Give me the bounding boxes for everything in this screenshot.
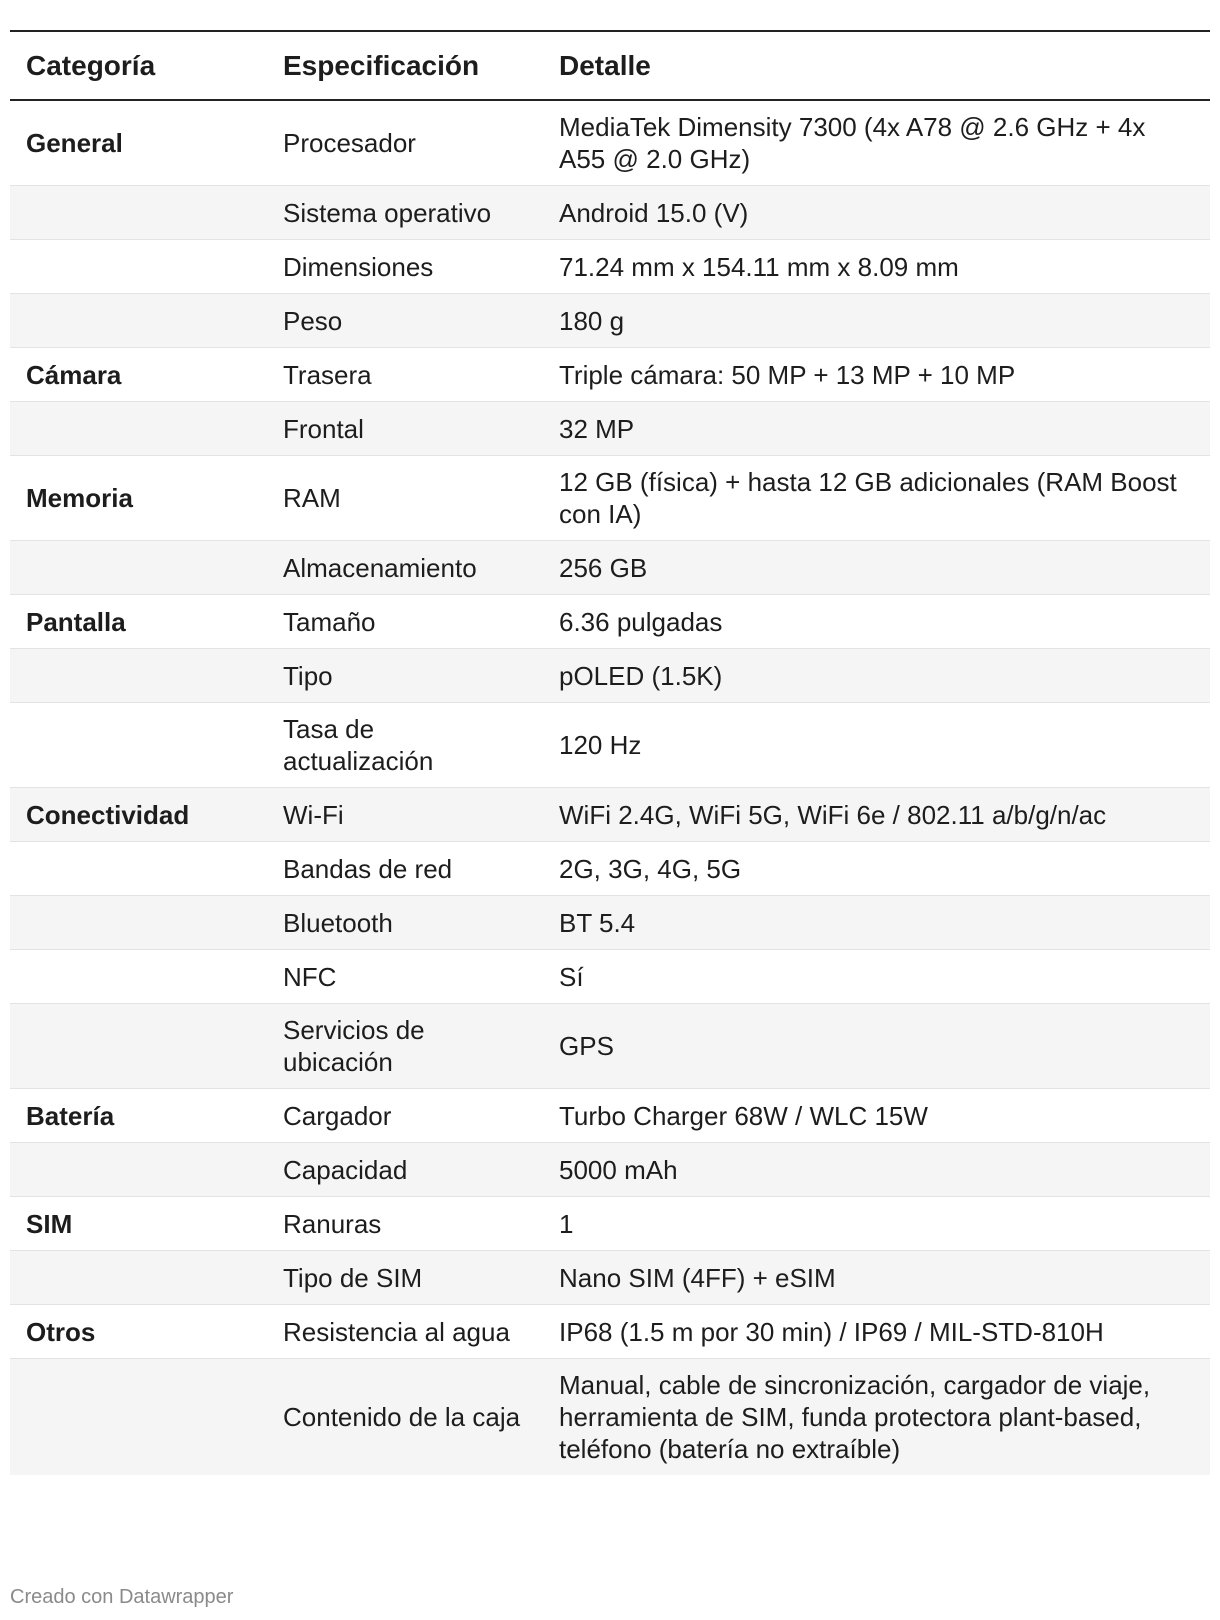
cell-especificacion: Resistencia al agua <box>267 1305 543 1359</box>
cell-categoria: Cámara <box>10 348 267 402</box>
table-row <box>10 1197 1210 1251</box>
table-header <box>10 31 1210 100</box>
cell-especificacion: Wi-Fi <box>267 788 543 842</box>
cell-especificacion: Almacenamiento <box>267 541 543 595</box>
table-row <box>10 294 1210 348</box>
table-row <box>10 1359 1210 1476</box>
cell-categoria <box>10 541 267 595</box>
cell-detalle: 120 Hz <box>543 703 1210 788</box>
cell-especificacion: Capacidad <box>267 1143 543 1197</box>
table-row <box>10 842 1210 896</box>
cell-especificacion: Trasera <box>267 348 543 402</box>
cell-detalle: GPS <box>543 1004 1210 1089</box>
cell-categoria <box>10 1143 267 1197</box>
table-row <box>10 649 1210 703</box>
cell-detalle: Sí <box>543 950 1210 1004</box>
table-row <box>10 595 1210 649</box>
table-row <box>10 1143 1210 1197</box>
cell-especificacion: Tipo de SIM <box>267 1251 543 1305</box>
cell-detalle: 71.24 mm x 154.11 mm x 8.09 mm <box>543 240 1210 294</box>
cell-categoria: General <box>10 100 267 186</box>
table-row <box>10 896 1210 950</box>
table-row <box>10 1251 1210 1305</box>
table-row <box>10 1089 1210 1143</box>
cell-especificacion: Cargador <box>267 1089 543 1143</box>
table-row <box>10 402 1210 456</box>
cell-categoria <box>10 842 267 896</box>
cell-categoria: Otros <box>10 1305 267 1359</box>
table-row <box>10 100 1210 186</box>
table-row <box>10 186 1210 240</box>
cell-especificacion: Ranuras <box>267 1197 543 1251</box>
table-row <box>10 240 1210 294</box>
cell-categoria <box>10 186 267 240</box>
cell-categoria <box>10 649 267 703</box>
cell-especificacion: Bandas de red <box>267 842 543 896</box>
cell-categoria: Conectividad <box>10 788 267 842</box>
cell-detalle: IP68 (1.5 m por 30 min) / IP69 / MIL-STD-810H <box>543 1305 1210 1359</box>
datawrapper-credit: Creado con Datawrapper <box>10 1586 234 1608</box>
cell-detalle: 2G, 3G, 4G, 5G <box>543 842 1210 896</box>
cell-detalle: 180 g <box>543 294 1210 348</box>
cell-categoria <box>10 1004 267 1089</box>
cell-especificacion: Servicios de ubicación <box>267 1004 543 1089</box>
table-row <box>10 541 1210 595</box>
cell-especificacion: Procesador <box>267 100 543 186</box>
header-detalle: Detalle <box>559 49 651 81</box>
cell-detalle: pOLED (1.5K) <box>543 649 1210 703</box>
cell-detalle: BT 5.4 <box>543 896 1210 950</box>
cell-especificacion: Contenido de la caja <box>267 1359 543 1476</box>
cell-categoria: Pantalla <box>10 595 267 649</box>
cell-especificacion: Frontal <box>267 402 543 456</box>
cell-detalle: 5000 mAh <box>543 1143 1210 1197</box>
table-row <box>10 950 1210 1004</box>
cell-categoria <box>10 1251 267 1305</box>
cell-detalle: 1 <box>543 1197 1210 1251</box>
cell-categoria: Memoria <box>10 456 267 541</box>
table-row <box>10 1305 1210 1359</box>
cell-categoria <box>10 240 267 294</box>
header-especificacion: Especificación <box>283 49 480 81</box>
cell-detalle: Manual, cable de sincronización, cargador de viaje, herramienta de SIM, funda protectora plant-based, teléfono (batería no extraíble) <box>543 1359 1210 1476</box>
cell-detalle: 32 MP <box>543 402 1210 456</box>
table-row <box>10 348 1210 402</box>
cell-detalle: 256 GB <box>543 541 1210 595</box>
cell-especificacion: Tasa de actualización <box>267 703 543 788</box>
cell-categoria: SIM <box>10 1197 267 1251</box>
cell-detalle: MediaTek Dimensity 7300 (4x A78 @ 2.6 GHz + 4x A55 @ 2.0 GHz) <box>543 100 1210 186</box>
cell-detalle: Triple cámara: 50 MP + 13 MP + 10 MP <box>543 348 1210 402</box>
cell-detalle: WiFi 2.4G, WiFi 5G, WiFi 6e / 802.11 a/b/g/n/ac <box>543 788 1210 842</box>
cell-especificacion: Peso <box>267 294 543 348</box>
spec-table <box>10 30 1210 1475</box>
cell-especificacion: Dimensiones <box>267 240 543 294</box>
cell-categoria: Batería <box>10 1089 267 1143</box>
cell-detalle: 6.36 pulgadas <box>543 595 1210 649</box>
cell-categoria <box>10 294 267 348</box>
cell-categoria <box>10 703 267 788</box>
header-categoria: Categoría <box>26 49 156 81</box>
header-row <box>10 31 1210 100</box>
cell-especificacion: Tipo <box>267 649 543 703</box>
cell-detalle: Nano SIM (4FF) + eSIM <box>543 1251 1210 1305</box>
table-row <box>10 1004 1210 1089</box>
table-row <box>10 788 1210 842</box>
cell-categoria <box>10 402 267 456</box>
table-row <box>10 703 1210 788</box>
table-row <box>10 456 1210 541</box>
cell-detalle: Android 15.0 (V) <box>543 186 1210 240</box>
spec-table-container <box>10 30 1210 1475</box>
table-body <box>10 100 1210 1475</box>
cell-especificacion: Bluetooth <box>267 896 543 950</box>
cell-especificacion: RAM <box>267 456 543 541</box>
cell-especificacion: Sistema operativo <box>267 186 543 240</box>
cell-detalle: Turbo Charger 68W / WLC 15W <box>543 1089 1210 1143</box>
cell-categoria <box>10 1359 267 1476</box>
cell-detalle: 12 GB (física) + hasta 12 GB adicionales (RAM Boost con IA) <box>543 456 1210 541</box>
cell-especificacion: Tamaño <box>267 595 543 649</box>
cell-especificacion: NFC <box>267 950 543 1004</box>
cell-categoria <box>10 950 267 1004</box>
cell-categoria <box>10 896 267 950</box>
